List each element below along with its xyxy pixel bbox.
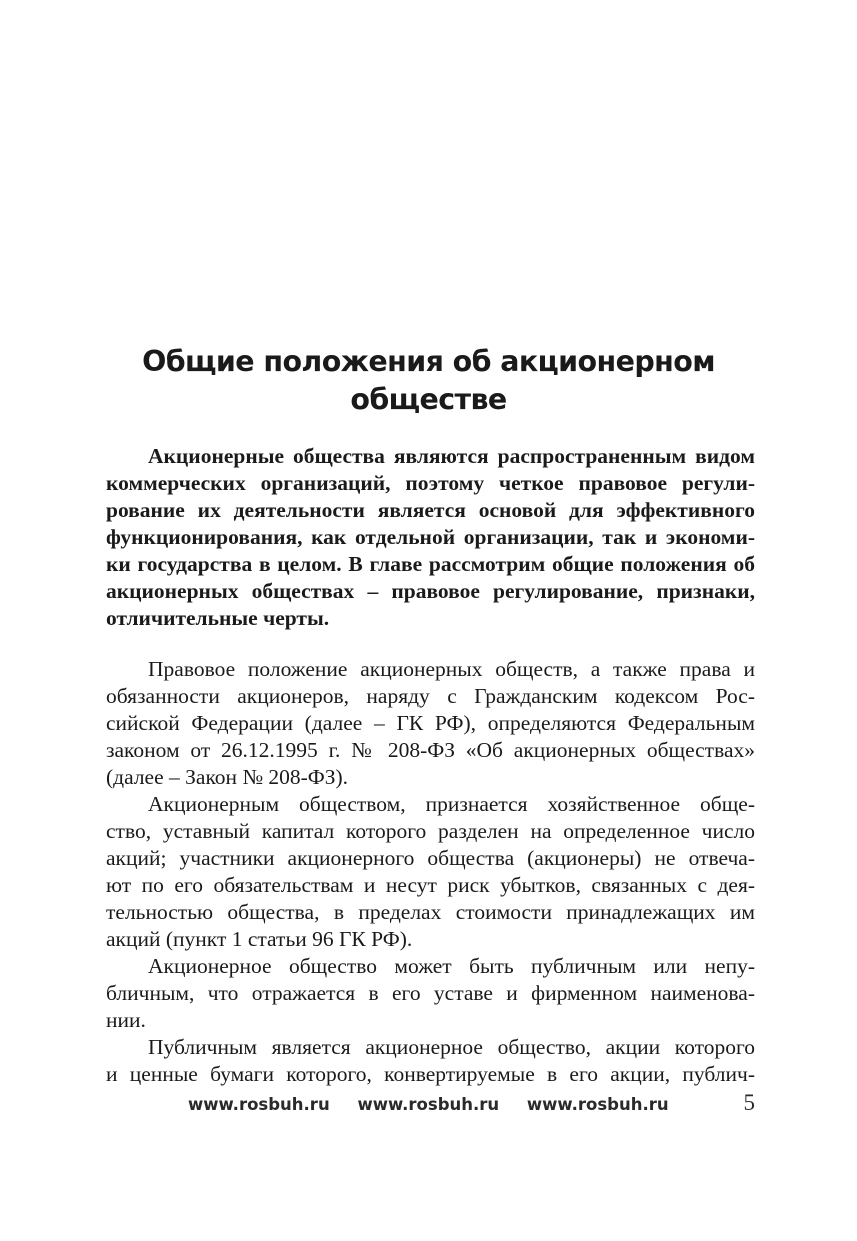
body-line: Публичным является акционерное общество, акции которого [148, 1035, 755, 1059]
lead-line: ки государства в целом. В главе рассмотрим общие положения об [106, 552, 755, 576]
body-line: тельностью общества, в пределах стоимости принадлежащих им [106, 900, 755, 924]
body-line: Акционерным обществом, признается хозяйственное обще- [148, 792, 755, 816]
body-line: бличным, что отражается в его уставе и фирменном наименова- [106, 981, 755, 1005]
body-line: обязанности акционеров, наряду с Гражданским кодексом Рос- [106, 684, 755, 708]
footer-url[interactable]: www.rosbuh.ru [357, 1095, 500, 1114]
body-line: законом от 26.12.1995 г. № 208-ФЗ «Об акционерных обществах» [106, 738, 755, 762]
body-line: нии. [106, 1008, 146, 1032]
chapter-title-line: Общие положения об акционерном [142, 345, 715, 378]
lead-line: рование их деятельности является основой для эффективного [106, 498, 755, 522]
body-line: ство, уставный капитал которого разделен на определенное число [106, 819, 755, 843]
body-line: Правовое положение акционерных обществ, а также права и [148, 657, 755, 681]
body-line: (далее – Закон № 208-ФЗ). [106, 765, 349, 789]
footer-url[interactable]: www.rosbuh.ru [526, 1095, 669, 1114]
lead-line: отличительные черты. [106, 606, 330, 630]
lead-line: акционерных обществах – правовое регулирование, признаки, [106, 579, 755, 603]
lead-line: функционирования, как отдельной организации, так и экономи- [106, 525, 755, 549]
lead-line: коммерческих организаций, поэтому четкое правовое регули- [106, 471, 755, 495]
body-line: акций; участники акционерного общества (акционеры) не отвеча- [106, 846, 755, 870]
footer-url[interactable]: www.rosbuh.ru [188, 1095, 330, 1114]
body-line: и ценные бумаги которого, конвертируемые в его акции, публич- [106, 1062, 755, 1086]
body-line: Акционерное общество может быть публичным или непу- [148, 954, 755, 978]
chapter-title-line: обществе [350, 383, 507, 416]
body-line: акций (пункт 1 статьи 96 ГК РФ). [106, 927, 413, 951]
page-number: 5 [743, 1090, 755, 1115]
lead-line: Акционерные общества являются распространенным видом [148, 444, 755, 468]
body-line: сийской Федерации (далее – ГК РФ), определяются Федеральным [106, 711, 755, 735]
running-footer [188, 1093, 691, 1117]
body-line: ют по его обязательствам и несут риск убытков, связанных с дея- [106, 873, 755, 897]
chapter-title [100, 343, 757, 419]
